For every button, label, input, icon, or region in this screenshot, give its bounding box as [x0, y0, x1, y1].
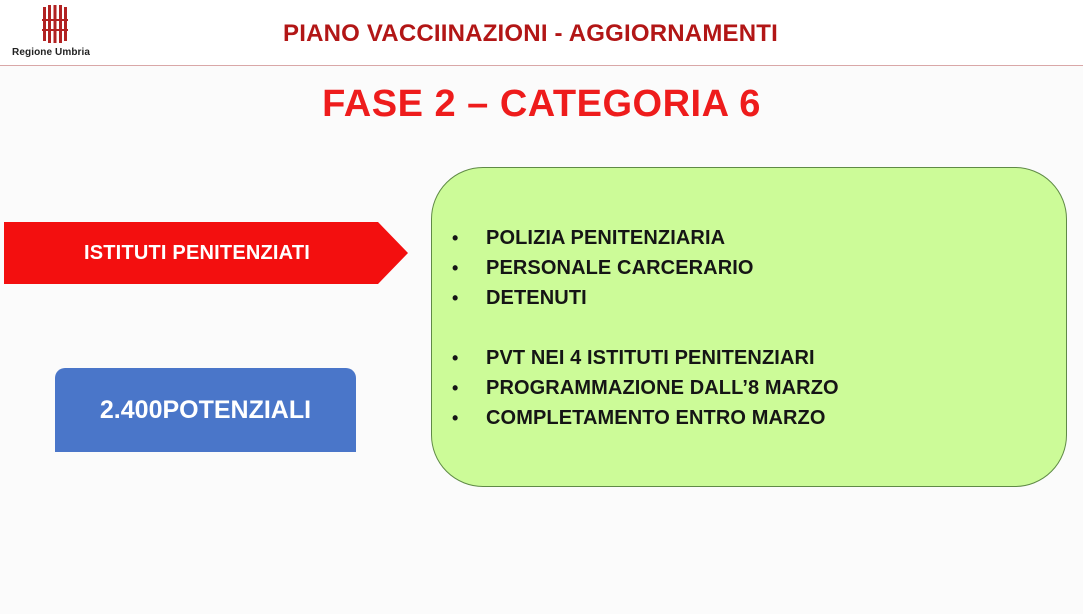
regione-umbria-logo	[8, 4, 104, 62]
potenziali-box	[55, 368, 356, 452]
list-item	[452, 373, 839, 403]
header-title: PIANO VACCIINAZIONI - AGGIORNAMENTI	[283, 20, 778, 47]
list-item-text: PERSONALE CARCERARIO	[486, 256, 754, 279]
bullet-icon: •	[452, 227, 459, 248]
bullet-icon: •	[452, 287, 459, 308]
regione-umbria-emblem-icon	[42, 5, 68, 43]
details-list-personnel	[452, 223, 754, 313]
arrow-label: ISTITUTI PENITENZIATI	[83, 241, 311, 264]
list-item	[452, 223, 754, 253]
bullet-icon: •	[452, 347, 459, 368]
list-item-text: DETENUTI	[486, 286, 587, 309]
potenziali-number: 2.400	[99, 395, 163, 424]
details-list-plan	[452, 343, 839, 433]
slide-header	[0, 0, 1083, 66]
list-item-text: PROGRAMMAZIONE DALL’8 MARZO	[486, 376, 839, 399]
bullet-icon: •	[452, 377, 459, 398]
details-box	[431, 167, 1067, 487]
list-item	[452, 343, 839, 373]
bullet-icon: •	[452, 407, 459, 428]
potenziali-label: POTENZIALI	[162, 395, 312, 424]
list-item-text: COMPLETAMENTO ENTRO MARZO	[486, 406, 826, 429]
list-item	[452, 253, 754, 283]
category-arrow	[4, 222, 408, 284]
list-item-text: PVT NEI 4 ISTITUTI PENITENZIARI	[486, 346, 815, 369]
list-item-text: POLIZIA PENITENZIARIA	[486, 226, 726, 249]
list-item	[452, 403, 839, 433]
logo-text: Regione Umbria	[12, 47, 91, 58]
slide-title: FASE 2 – CATEGORIA 6	[322, 83, 761, 125]
bullet-icon: •	[452, 257, 459, 278]
list-item	[452, 283, 754, 313]
